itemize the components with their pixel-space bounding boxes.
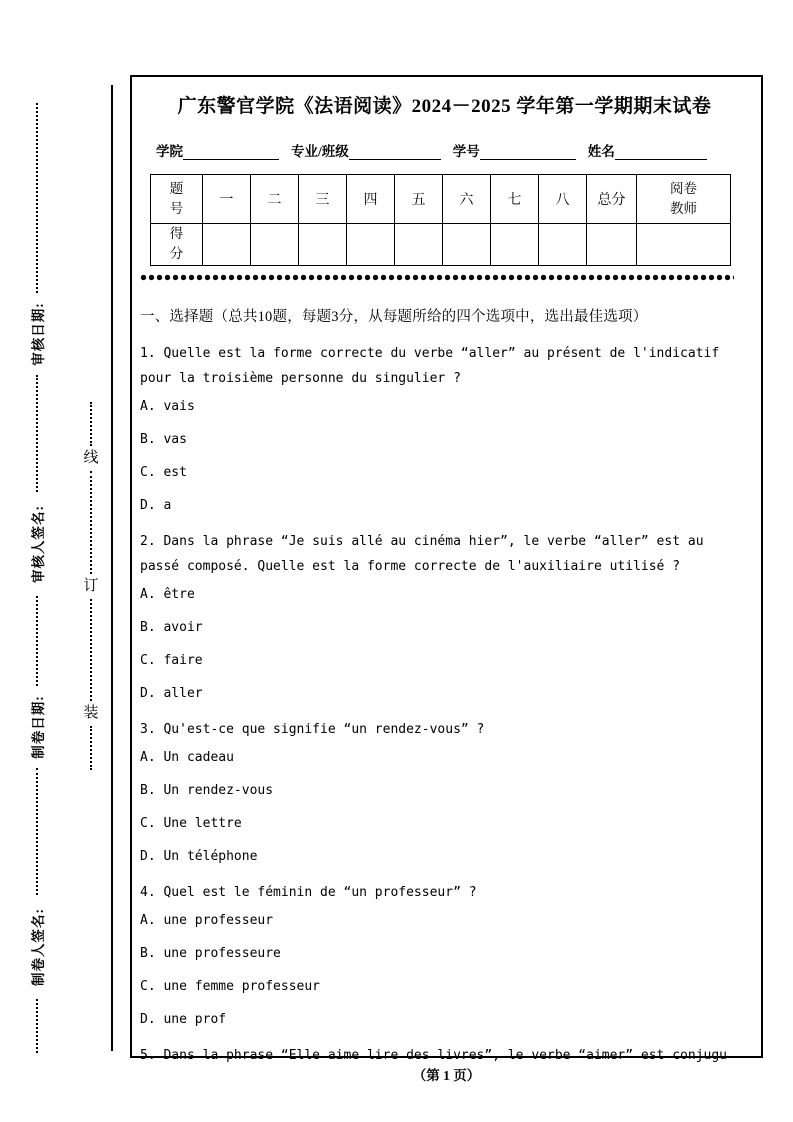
- score-blank-cell: [587, 224, 637, 266]
- paper-date-slot: [22, 686, 52, 768]
- review-date-label: 审核日期:: [31, 301, 46, 366]
- grader-header-cell: 阅卷教师: [637, 175, 731, 224]
- score-cell: 三: [299, 175, 347, 224]
- binding-line-column: [80, 402, 102, 770]
- reviewer-signature-label: 审核人签名:: [31, 505, 46, 584]
- dotted-line: [36, 768, 38, 894]
- page-number: （第 1 页）: [412, 1068, 481, 1083]
- score-blank-cell: [251, 224, 299, 266]
- dotted-line: [36, 103, 38, 293]
- dotted-line: [36, 375, 38, 492]
- major-class-label: 专业/班级: [291, 144, 349, 159]
- option-b: B. Un rendez-vous: [140, 782, 274, 798]
- college-label: 学院: [156, 144, 183, 159]
- dotted-line: [90, 726, 92, 770]
- score-cell: 五: [395, 175, 443, 224]
- left-margin-column: [22, 103, 52, 1053]
- score-cell: 八: [539, 175, 587, 224]
- score-cell: 四: [347, 175, 395, 224]
- binding-char: 装: [83, 705, 99, 722]
- option-d: D. aller: [140, 685, 203, 701]
- question-text: 2. Dans la phrase “Je suis allé au cinéma hier”, le verbe “aller” est au passé composé. Quelle est la forme correcte de l'auxiliaire utilisé ?: [140, 533, 704, 574]
- option-d: D. a: [140, 497, 172, 513]
- option-c: C. Une lettre: [140, 815, 242, 831]
- dotted-line: [36, 596, 38, 686]
- option-a: A. vais: [140, 398, 195, 414]
- score-row: [151, 224, 731, 266]
- question-text: 1. Quelle est la forme correcte du verbe “aller” au présent de l'indicatif pour la troisième personne du singulier ?: [140, 345, 720, 386]
- binding-char: 线: [83, 449, 99, 466]
- score-table: [150, 174, 731, 266]
- reviewer-signature-slot: [22, 492, 52, 596]
- name-field: [588, 140, 707, 160]
- college-blank: [183, 144, 279, 160]
- section-heading: 一、选择题（总共10题，每题3分，从每题所给的四个选项中，选出最佳选项）: [140, 308, 648, 325]
- option-b: B. une professeure: [140, 945, 281, 961]
- score-cell: 一: [203, 175, 251, 224]
- score-blank-cell: [299, 224, 347, 266]
- content-frame: [130, 75, 763, 1063]
- paper-maker-signature-label: 制卷人签名:: [31, 907, 46, 986]
- dotted-line: [90, 402, 92, 446]
- score-cell: 二: [251, 175, 299, 224]
- score-blank-cell: [395, 224, 443, 266]
- score-blank-cell: [491, 224, 539, 266]
- option-d: D. Un téléphone: [140, 848, 258, 864]
- grader-blank-cell: [637, 224, 731, 266]
- question-3: [140, 717, 746, 867]
- option-c: C. faire: [140, 652, 203, 668]
- question-list: [140, 341, 746, 1068]
- option-b: B. vas: [140, 431, 187, 447]
- option-d: D. une prof: [140, 1011, 227, 1027]
- score-blank-cell: [347, 224, 395, 266]
- major-class-field: [291, 140, 441, 160]
- college-field: [156, 140, 279, 160]
- paper-maker-signature-slot: [22, 895, 52, 999]
- score-cell: 七: [491, 175, 539, 224]
- option-a: A. une professeur: [140, 912, 274, 928]
- score-cell: 六: [443, 175, 491, 224]
- question-number-row: [151, 175, 731, 224]
- score-blank-cell: [443, 224, 491, 266]
- question-4: [140, 880, 746, 1030]
- binding-char: 订: [83, 577, 99, 594]
- option-a: A. Un cadeau: [140, 749, 234, 765]
- question-1: [140, 341, 746, 516]
- option-c: C. est: [140, 464, 187, 480]
- dotted-line: [90, 599, 92, 702]
- dotted-line: [36, 999, 38, 1053]
- score-cell: 总分: [587, 175, 637, 224]
- exam-title: 广东警官学院《法语阅读》2024－2025 学年第一学期期末试卷: [177, 96, 712, 117]
- student-info-row: [156, 140, 751, 160]
- question-text: 3. Qu'est-ce que signifie “un rendez-vous” ?: [140, 721, 485, 737]
- student-id-label: 学号: [452, 144, 480, 159]
- dotted-line: [90, 471, 92, 574]
- major-class-blank: [349, 144, 441, 160]
- score-header-cell: 得分: [151, 224, 203, 266]
- option-a: A. être: [140, 586, 195, 602]
- option-c: C. une femme professeur: [140, 978, 321, 994]
- name-blank: [615, 144, 707, 160]
- question-no-header-cell: 题号: [151, 175, 203, 224]
- question-2: [140, 529, 746, 704]
- question-text: 5. Dans la phrase “Elle aime lire des livres”, le verbe “aimer” est conjugu: [140, 1047, 727, 1063]
- student-id-field: [453, 140, 576, 160]
- name-label: 姓名: [587, 144, 615, 159]
- score-blank-cell: [539, 224, 587, 266]
- dotted-separator: [140, 274, 734, 281]
- question-text: 4. Quel est le féminin de “un professeur” ?: [140, 884, 477, 900]
- student-id-blank: [480, 144, 576, 160]
- option-b: B. avoir: [140, 619, 203, 635]
- review-date-slot: [22, 293, 52, 375]
- score-blank-cell: [203, 224, 251, 266]
- paper-date-label: 制卷日期:: [31, 695, 46, 760]
- binding-solid-line: [111, 85, 113, 1051]
